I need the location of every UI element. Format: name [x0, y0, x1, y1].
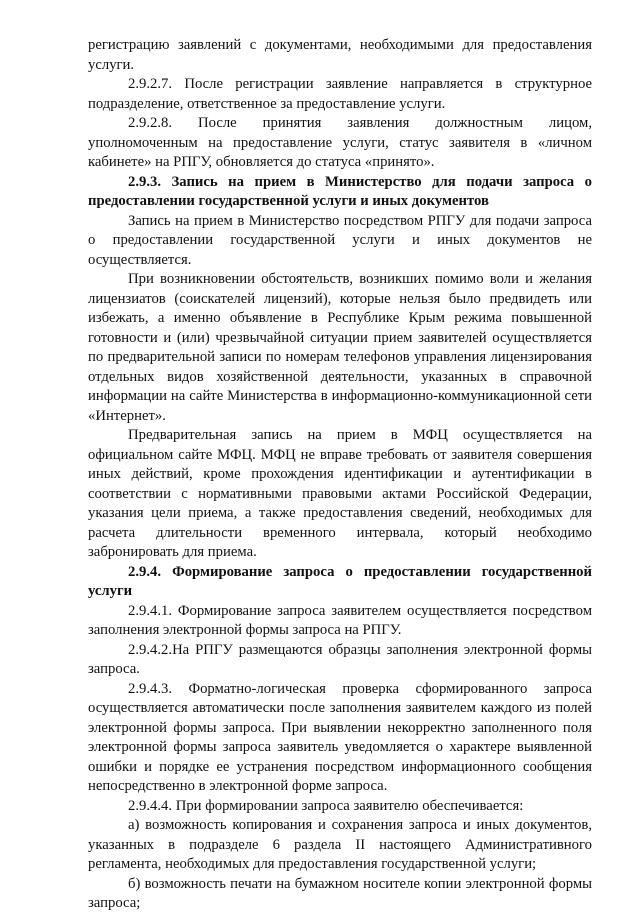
paragraph-2-9-4-4: 2.9.4.4. При формировании запроса заявителю обеспечивается:: [128, 797, 524, 814]
list-item-a: а) возможность копирования и сохранения запроса и иных документов, указанных в подразделе 6 раздела II настоящего Административного регламента, необходимых для предоставления государственной услуги;: [88, 817, 592, 872]
list-item-b: б) возможность печати на бумажном носителе копии электронной формы запроса;: [88, 875, 592, 911]
paragraph-emergency-circumstances: При возникновении обстоятельств, возникших помимо воли и желания лицензиатов (соискателей лицензий), которые нельзя было предвидеть или избежать, а именно объявление в Республике Крым режима повышенной готовности и (или) чрезвычайной ситуации прием заявителей осуществляется по предварительной записи по номерам телефонов управления лицензирования отдельных видов хозяйственной деятельности, указанных в справочной информации на сайте Министерства в информационно-коммуникационной сети «Интернет».: [88, 271, 592, 424]
section-heading-2-9-4: 2.9.4. Формирование запроса о предоставлении государственной услуги: [88, 563, 592, 599]
paragraph-2-9-4-2: 2.9.4.2.На РПГУ размещаются образцы заполнения электронной формы запроса.: [88, 641, 592, 677]
paragraph-2-9-4-3: 2.9.4.3. Форматно-логическая проверка сформированного запроса осуществляется автоматически после заполнения заявителем каждого из полей электронной формы запроса. При выявлении некорректно заполненного поля электронной формы запроса заявитель уведомляется о характере выявленной ошибки и порядке ее устранения посредством информационного сообщения непосредственно в электронной форме запроса.: [88, 680, 592, 794]
paragraph-2-9-2-7: 2.9.2.7. После регистрации заявление направляется в структурное подразделение, ответственное за предоставление услуги.: [88, 76, 592, 112]
section-heading-2-9-3: 2.9.3. Запись на прием в Министерство для подачи запроса о предоставлении государственной услуги и иных документов: [88, 173, 592, 209]
paragraph-continuation: регистрацию заявлений с документами, необходимыми для предоставления услуги.: [88, 37, 592, 73]
paragraph-mfc-appointment: Предварительная запись на прием в МФЦ осуществляется на официальном сайте МФЦ. МФЦ не вправе требовать от заявителя совершения иных действий, кроме прохождения идентификации и аутентификации в соответствии с нормативными правовыми актами Российской Федерации, указания цели приема, а также предоставления сведений, необходимых для расчета длительности временного интервала, который необходимо забронировать для приема.: [88, 427, 592, 560]
paragraph-appointment-rpgu: Запись на прием в Министерство посредством РПГУ для подачи запроса о предоставлении государственной услуги и иных документов не осуществляется.: [88, 212, 592, 268]
paragraph-2-9-2-8: 2.9.2.8. После принятия заявления должностным лицом, уполномоченным на предоставление услуги, статус заявителя в «личном кабинете» на РПГУ, обновляется до статуса «принято».: [88, 115, 592, 170]
paragraph-2-9-4-1: 2.9.4.1. Формирование запроса заявителем осуществляется посредством заполнения электронной формы запроса на РПГУ.: [88, 602, 592, 638]
